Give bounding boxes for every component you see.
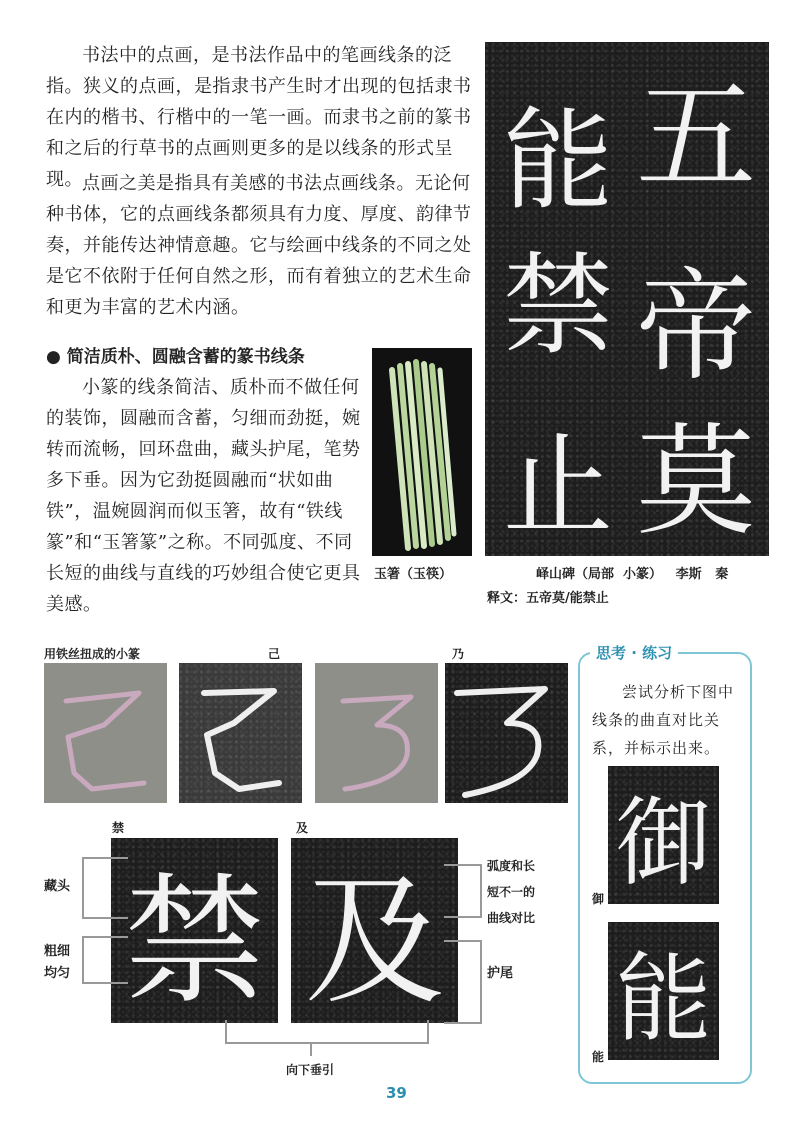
annotation-cuxi-2: 均匀 (44, 966, 71, 981)
stele-glyph-jin: 禁 (503, 242, 613, 370)
exercise-body: 尝试分析下图中线条的曲直对比关系，并标示出来。 (592, 683, 735, 757)
exercise-box (578, 644, 752, 1084)
rubbing-nai-image (445, 663, 568, 803)
wire-ji-image (44, 663, 167, 803)
glyph-neng: 能 (615, 942, 712, 1055)
section-body: 小篆的线条简洁、质朴而不做任何的装饰，圆融而含蓄，匀细而劲挺，婉转而流畅，回环盘曲，藏头护尾，笔势多下垂。因为它劲挺圆融而“状如曲铁”，温婉圆润而似玉箸，故有“铁线篆”和“玉箸篆”之称。不同弧度、不同长短的曲线与直线的巧妙组合使它更具美感。 (46, 377, 361, 615)
wire-caption: 用铁丝扭成的小篆 (44, 647, 141, 661)
annotation-cangtou: 藏头 (44, 879, 71, 894)
annotation-huwei: 护尾 (487, 966, 514, 981)
stele-glyph-di: 帝 (636, 258, 756, 397)
char-label-ji2: 及 (296, 821, 309, 835)
bracket-xiangxia-stem (310, 1042, 312, 1056)
glyph-jin: 禁 (124, 861, 265, 1024)
stele-caption: 峄山碑（局部 小篆） 李斯 秦 (536, 567, 729, 582)
wire-nai-image (315, 663, 438, 803)
glyph-ji2: 及 (304, 861, 445, 1024)
stele-glyph-zhi: 止 (503, 422, 613, 550)
annotation-hudu-3: 曲线对比 (487, 911, 536, 925)
annotation-cuxi-1: 粗细 (44, 944, 71, 959)
chopsticks-caption: 玉箸（玉筷） (374, 567, 453, 582)
char-label-nai: 乃 (452, 647, 465, 661)
exercise-label-yu: 御 (592, 892, 605, 906)
page-number: 39 (386, 1084, 407, 1102)
rubbing-ji-image (179, 663, 302, 803)
stele-glyph-mo: 莫 (636, 413, 756, 552)
exercise-title: 思考 · 练习 (590, 642, 678, 663)
bracket-hudu (444, 864, 482, 918)
rubbing-jin-image (111, 838, 278, 1023)
annotation-xiangxia: 向下垂引 (286, 1063, 335, 1077)
section-heading (46, 342, 305, 367)
intro-paragraph-2: 点画之美是指具有美感的书法点画线条。无论何种书体，它的点画线条都须具有力度、厚度、韵律节奏，并能传达神情意趣。它与绘画中线条的不同之处是它不依附于任何自然之形，而有着独立的艺术生命和更为丰富的艺术内涵。 (46, 173, 472, 318)
exercise-char-yu-image (608, 766, 719, 904)
glyph-yu: 御 (615, 786, 712, 899)
bracket-cuxi (82, 936, 128, 984)
annotation-hudu-1: 弧度和长 (487, 859, 536, 873)
bracket-xiangxia (225, 1020, 429, 1044)
annotation-hudu-2: 短不一的 (487, 885, 536, 899)
stele-glyph-neng: 能 (503, 97, 613, 225)
jade-chopsticks-image (372, 348, 472, 556)
char-label-jin: 禁 (112, 821, 125, 835)
char-label-ji: 己 (268, 647, 281, 661)
bracket-cangtou (82, 857, 128, 919)
stele-rubbing-image (485, 42, 769, 556)
exercise-char-neng-image (608, 922, 719, 1060)
bullet-icon: ● (46, 347, 61, 367)
stele-translation: 释文：五帝莫/能禁止 (487, 591, 609, 606)
rubbing-ji2-image (291, 838, 458, 1023)
exercise-label-neng: 能 (592, 1050, 605, 1064)
intro-paragraph-1: 书法中的点画，是书法作品中的笔画线条的泛指。狭义的点画，是指隶书产生时才出现的包括隶书在内的楷书、行楷中的一笔一画。而隶书之前的篆书和之后的行草书的点画则更多的是以线条的形式呈现。 (46, 45, 472, 190)
bracket-huwei (444, 940, 482, 1024)
stele-glyph-wu: 五 (636, 68, 756, 207)
section-heading-text: 简洁质朴、圆融含蓄的篆书线条 (66, 347, 305, 367)
